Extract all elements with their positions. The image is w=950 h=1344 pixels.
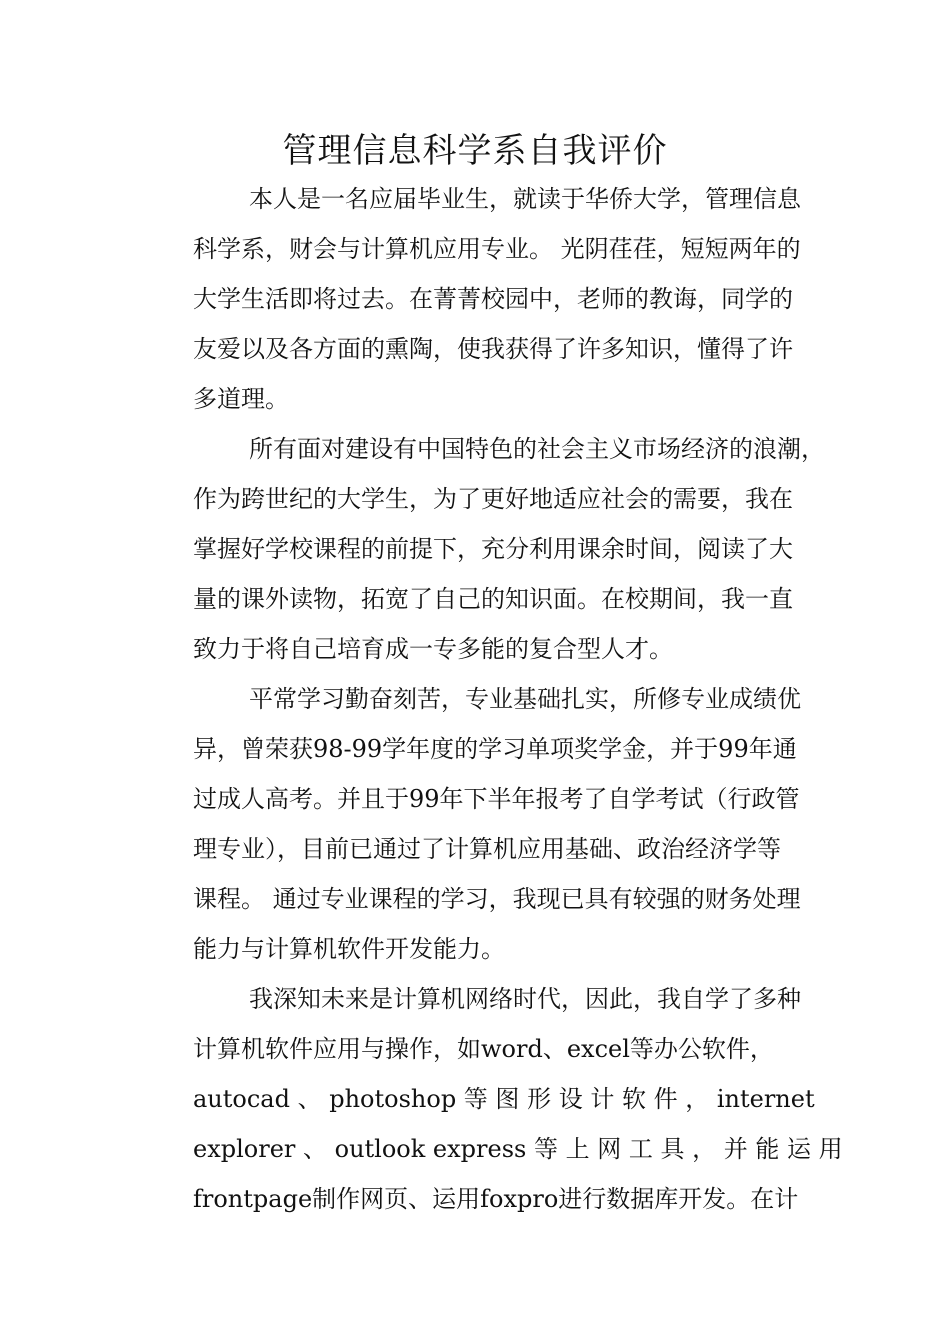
paragraph-3-line-3: 过成人高考。并且于99年下半年报考了自学考试（行政管 bbox=[193, 785, 800, 813]
paragraph-2-line-3: 掌握好学校课程的前提下，充分利用课余时间，阅读了大 bbox=[193, 535, 793, 563]
paragraph-3-line-4: 理专业），目前已通过了计算机应用基础、政治经济学等 bbox=[193, 835, 781, 863]
paragraph-4-line-1: 我深知未来是计算机网络时代，因此，我自学了多种 bbox=[249, 985, 801, 1013]
paragraph-4 bbox=[145, 974, 843, 1224]
paragraph-1-line-2: 科学系，财会与计算机应用专业。 光阴荏荏，短短两年的 bbox=[193, 235, 801, 263]
paragraph-2-line-2: 作为跨世纪的大学生，为了更好地适应社会的需要，我在 bbox=[193, 485, 793, 513]
paragraph-4-line-2: 计算机软件应用与操作，如word、excel等办公软件， bbox=[193, 1035, 774, 1063]
paragraph-2-line-4: 量的课外读物，拓宽了自己的知识面。在校期间，我一直 bbox=[193, 585, 793, 613]
paragraph-3-line-2: 异，曾荣获98-99学年度的学习单项奖学金，并于99年通 bbox=[193, 735, 797, 763]
document-title: 管理信息科学系自我评价 bbox=[282, 131, 668, 171]
paragraph-1-line-3: 大学生活即将过去。在菁菁校园中，老师的教诲，同学的 bbox=[193, 285, 793, 313]
paragraph-4-line-4: explorer 、 outlook express 等 上 网 工 具 ， 并 能 运 用 bbox=[193, 1135, 843, 1163]
paragraph-2-line-5: 致力于将自己培育成一专多能的复合型人才。 bbox=[193, 635, 673, 663]
paragraph-2 bbox=[145, 424, 825, 674]
paragraph-4-line-3: autocad 、 photoshop 等 图 形 设 计 软 件 ， internet bbox=[193, 1085, 815, 1113]
paragraph-1 bbox=[145, 174, 805, 424]
paragraph-3-line-5: 课程。 通过专业课程的学习，我现已具有较强的财务处理 bbox=[193, 885, 801, 913]
paragraph-1-line-5: 多道理。 bbox=[193, 385, 289, 413]
paragraph-3 bbox=[145, 674, 805, 974]
paragraph-1-line-1: 本人是一名应届毕业生，就读于华侨大学，管理信息 bbox=[249, 185, 801, 213]
paragraph-1-line-4: 友爱以及各方面的熏陶，使我获得了许多知识，懂得了许 bbox=[193, 335, 793, 363]
paragraph-4-line-5: frontpage制作网页、运用foxpro进行数据库开发。在计 bbox=[193, 1185, 799, 1213]
paragraph-2-line-1: 所有面对建设有中国特色的社会主义市场经济的浪潮， bbox=[249, 435, 825, 463]
paragraph-3-line-6: 能力与计算机软件开发能力。 bbox=[193, 935, 505, 963]
document-body bbox=[145, 174, 843, 1224]
paragraph-3-line-1: 平常学习勤奋刻苦，专业基础扎实，所修专业成绩优 bbox=[249, 685, 801, 713]
